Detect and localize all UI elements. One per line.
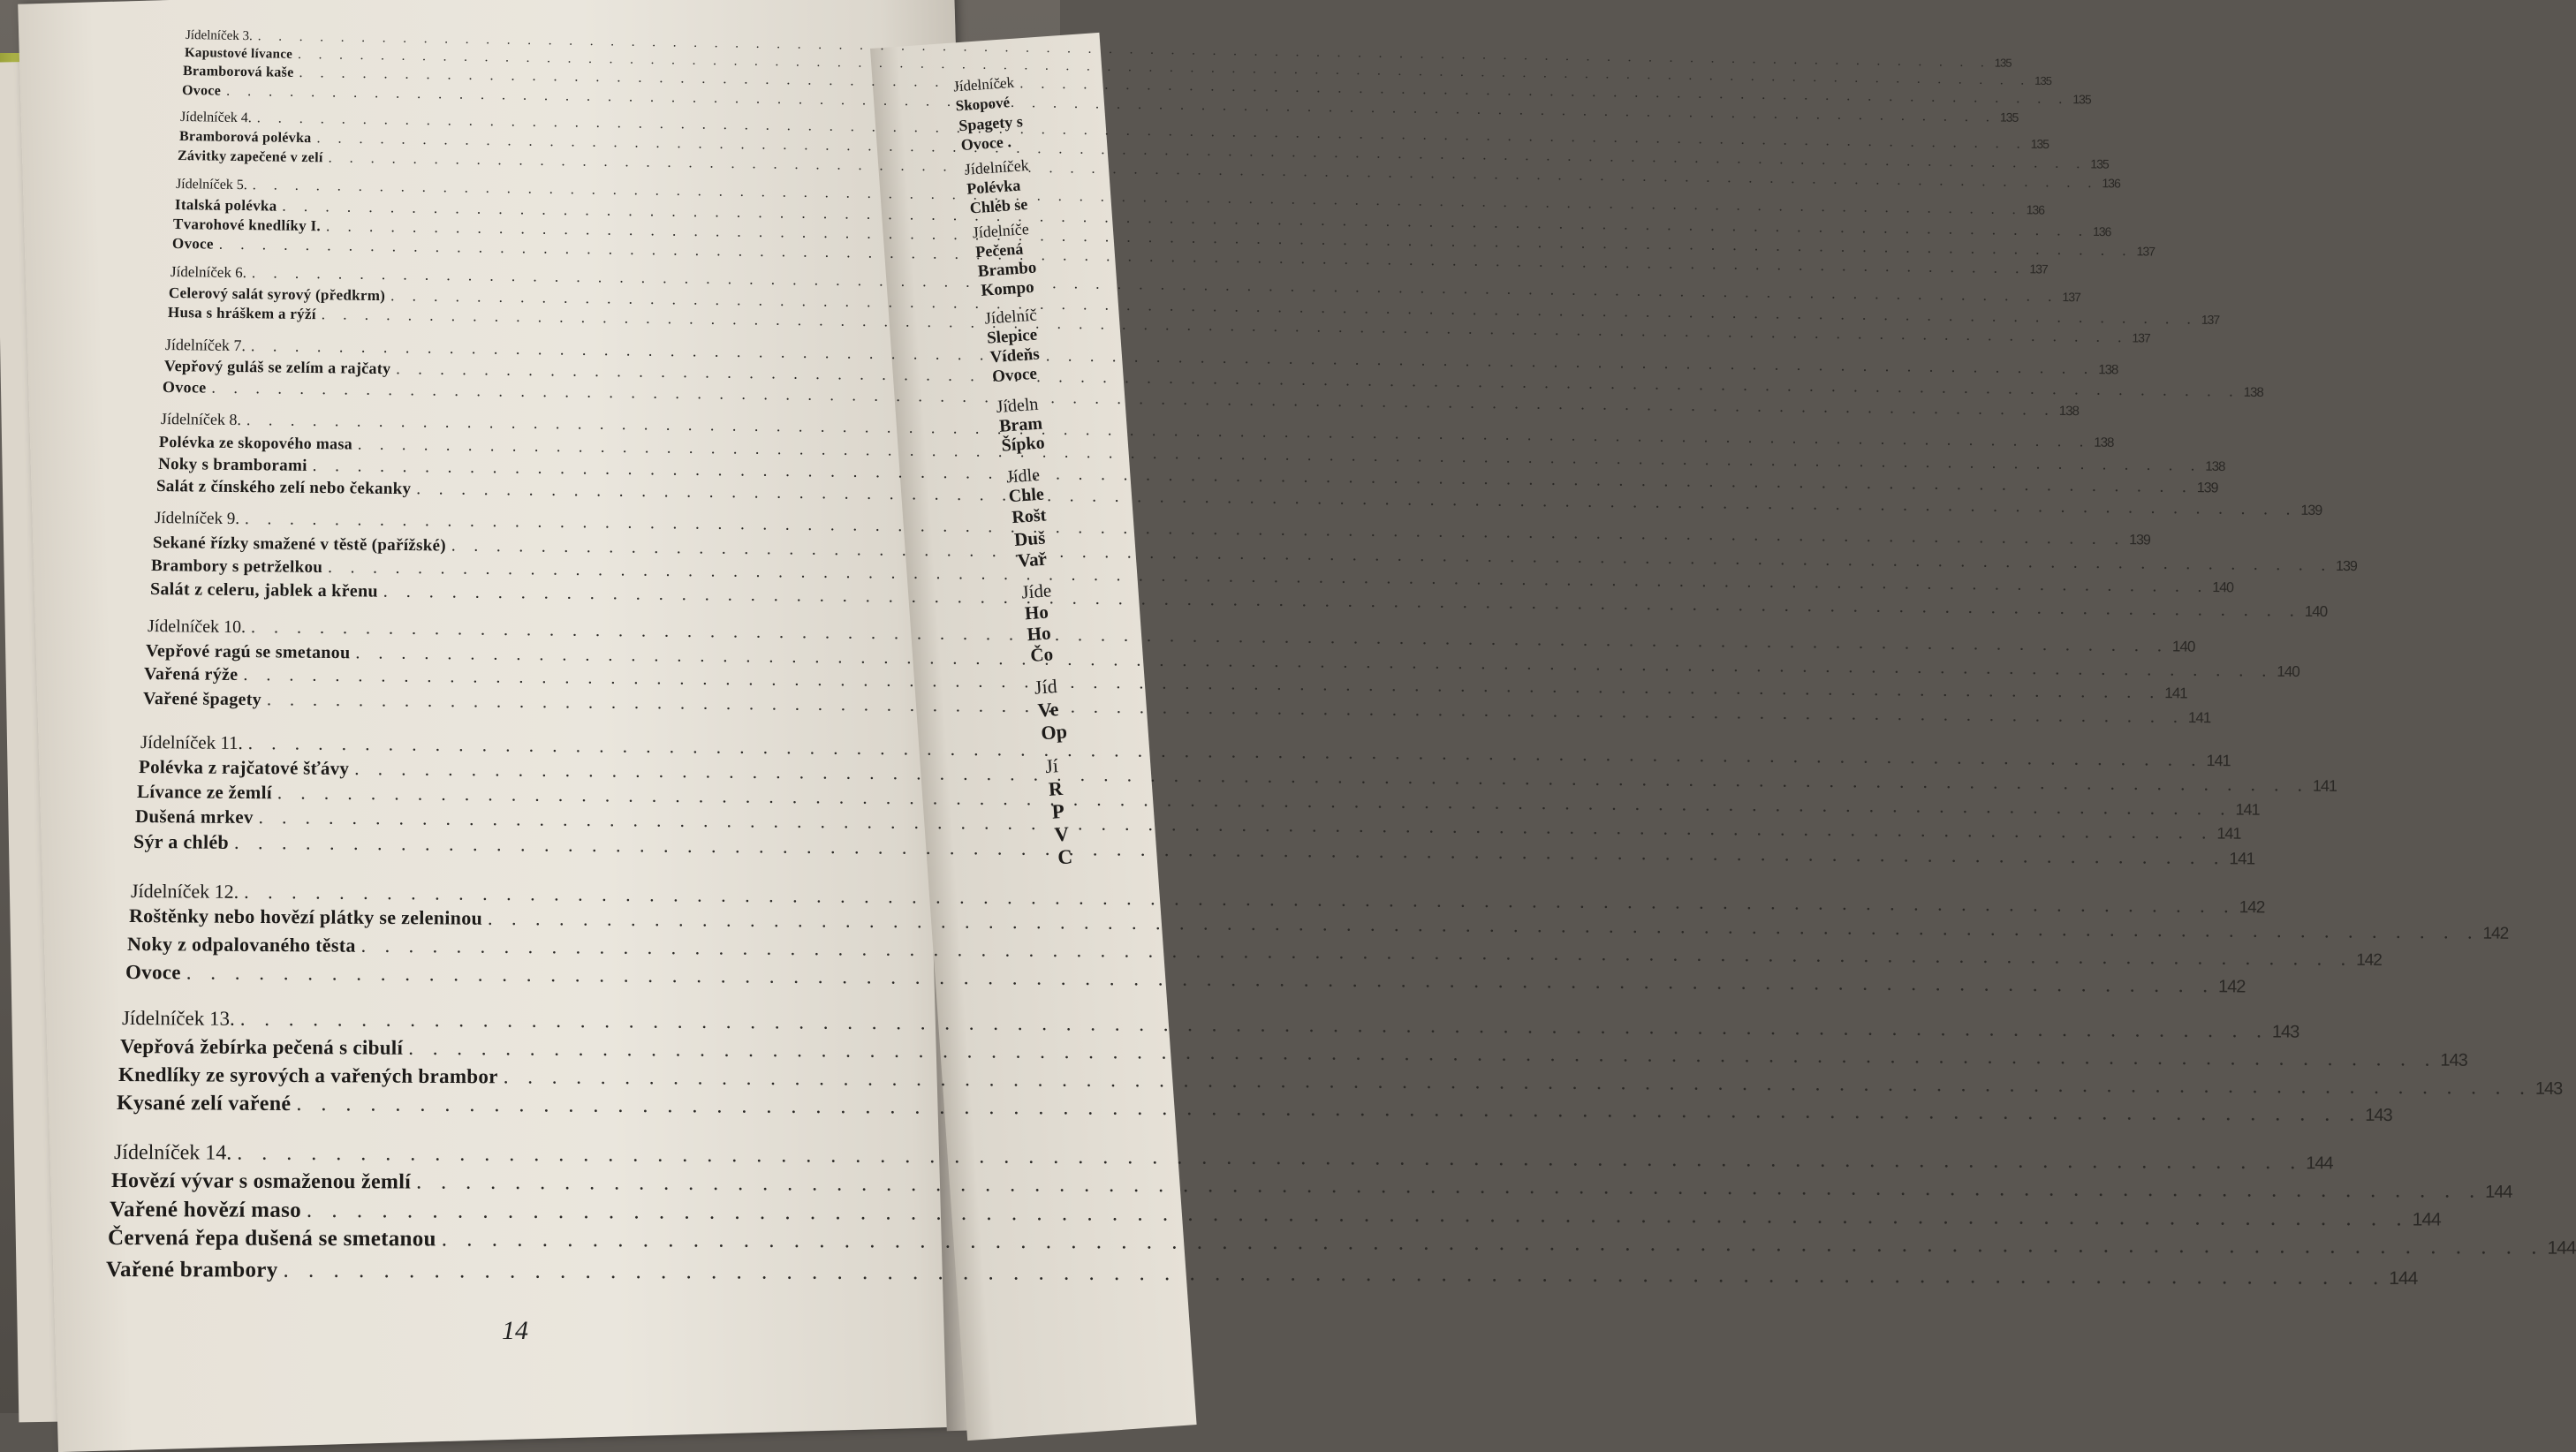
right-page-fragment: Vídeňs	[989, 344, 1041, 367]
right-page-fragment: Brambo	[977, 258, 1037, 282]
entry-title: Vařené hovězí maso	[109, 1198, 302, 1222]
right-page-fragment: Jídelníč	[983, 306, 1038, 329]
entry-title: Vepřové ragú se smetanou	[145, 641, 351, 663]
entry-page-number: 139	[2196, 480, 2218, 496]
entry-title: Vařená rýže	[143, 664, 239, 684]
right-page-fragment: Jídelníček	[964, 155, 1030, 178]
right-page-fragment: P	[1050, 799, 1065, 823]
entry-title: Husa s hráškem a rýží	[167, 304, 316, 323]
entry-page-number: 141	[2312, 776, 2337, 795]
entry-title: Jídelníček 9.	[154, 509, 240, 529]
dish-entry	[107, 1226, 2576, 1259]
entry-page-number: 137	[2201, 312, 2220, 327]
menu-heading	[121, 1007, 2299, 1042]
entry-title: Bramborová kaše	[182, 64, 294, 80]
right-page-fragment: Šípko	[1000, 433, 1046, 456]
entry-title: Jídelníček 13.	[121, 1007, 235, 1030]
dish-entry	[125, 961, 2246, 997]
entry-page-number: 141	[2187, 709, 2211, 727]
page-number: 14	[502, 1316, 528, 1345]
leader-dots	[283, 1259, 2385, 1290]
entry-page-number: 138	[2205, 458, 2225, 474]
entry-title: Jídelníček 14.	[113, 1141, 232, 1165]
entry-page-number: 135	[2090, 156, 2109, 171]
entry-title: Vařené špagety	[142, 689, 262, 710]
entry-page-number: 141	[2229, 850, 2255, 869]
entry-page-number: 143	[2440, 1050, 2467, 1070]
entry-page-number: 135	[1994, 56, 2012, 70]
entry-title: Ovoce	[181, 83, 222, 99]
entry-page-number: 135	[2034, 73, 2052, 88]
dish-entry	[105, 1258, 2418, 1289]
right-page-fragment: Spagety s	[958, 112, 1024, 135]
right-page-fragment: Jíde	[1020, 579, 1052, 603]
entry-title: Noky z odpalovaného těsta	[126, 933, 356, 957]
right-page-fragment: Op	[1040, 720, 1068, 745]
entry-title: Tvarohové knedlíky I.	[172, 216, 322, 235]
entry-title: Salát z celeru, jablek a křenu	[149, 579, 378, 601]
entry-title: Ovoce	[171, 235, 214, 253]
right-page-fragment: Ovoce .	[960, 132, 1012, 155]
right-page-fragment: Ho	[1026, 622, 1052, 646]
dish-entry	[119, 1035, 2467, 1070]
leader-dots	[296, 1093, 2361, 1127]
entry-page-number: 141	[2164, 684, 2187, 702]
entry-page-number: 136	[2026, 202, 2045, 217]
entry-page-number: 137	[2136, 244, 2156, 259]
entry-page-number: 138	[2094, 435, 2114, 450]
dish-entry	[110, 1169, 2512, 1202]
entry-page-number: 138	[2098, 362, 2118, 378]
entry-page-number: 135	[2072, 92, 2091, 107]
entry-title: Jídelníček 11.	[140, 731, 243, 753]
right-page-fragment: Kompo	[980, 277, 1035, 300]
entry-page-number: 144	[2485, 1182, 2512, 1202]
right-page-fragment: Vař	[1017, 548, 1048, 571]
entry-page-number: 143	[2271, 1022, 2299, 1042]
entry-title: Jídelníček 12.	[130, 880, 239, 903]
entry-page-number: 143	[2365, 1105, 2392, 1126]
entry-page-number: 143	[2534, 1078, 2563, 1099]
right-page-fragment: Slepice	[986, 325, 1038, 348]
entry-title: Italská polévka	[174, 196, 277, 215]
entry-title: Knedlíky ze syrových a vařených brambor	[117, 1063, 498, 1088]
entry-page-number: 136	[2092, 223, 2111, 239]
entry-title: Bramborová polévka	[178, 129, 312, 147]
entry-page-number: 144	[2547, 1237, 2576, 1259]
entry-page-number: 141	[2235, 800, 2260, 819]
entry-title: Vařené brambory	[105, 1258, 278, 1282]
entry-page-number: 139	[2300, 503, 2322, 518]
entry-title: Vepřová žebírka pečená s cibulí	[119, 1035, 404, 1059]
entry-page-number: 137	[2132, 330, 2150, 345]
entry-title: Jídelníček 4.	[179, 110, 252, 126]
right-page-fragment: Jídle	[1005, 465, 1041, 488]
entry-page-number: 142	[2482, 924, 2509, 943]
entry-title: Kapustové lívance	[184, 46, 293, 62]
right-page-fragment: Jídelníče	[972, 219, 1030, 242]
leader-dots	[237, 1142, 2302, 1176]
entry-title: Jídelníček 7.	[164, 336, 246, 355]
entry-page-number: 139	[2129, 533, 2150, 548]
entry-page-number: 136	[2102, 176, 2120, 191]
entry-title: Dušená mrkev	[134, 805, 254, 828]
entry-title: Kysané zelí vařené	[116, 1092, 292, 1115]
entry-title: Jídelníček 10.	[147, 616, 246, 638]
entry-title: Hovězí vývar s osmaženou žemlí	[110, 1169, 412, 1194]
entry-title: Polévka z rajčatové šťávy	[138, 756, 350, 779]
right-page-fragment: Bram	[998, 413, 1043, 436]
entry-page-number: 138	[2058, 403, 2079, 420]
dish-entry	[133, 830, 2255, 869]
entry-title: Ovoce	[162, 378, 207, 397]
right-page-fragment: Jíd	[1034, 675, 1058, 699]
dish-entry	[116, 1092, 2392, 1126]
right-page-fragment: Ho	[1024, 601, 1049, 624]
entry-title: Ovoce	[125, 961, 181, 984]
entry-title: Brambory s petrželkou	[150, 556, 323, 577]
entry-title: Jídelníček 3.	[185, 28, 253, 44]
entry-title: Jídelníček 6.	[170, 263, 247, 282]
leader-dots	[442, 1227, 2544, 1259]
entry-title: Vepřový guláš se zelím a rajčaty	[163, 357, 391, 378]
entry-page-number: 140	[2212, 580, 2234, 596]
right-page-fragment: Jídelníček	[952, 73, 1015, 95]
entry-page-number: 139	[2336, 558, 2357, 575]
right-page-fragment: Ovoce	[991, 364, 1038, 387]
entry-page-number: 142	[2217, 977, 2246, 997]
right-page-fragment: Ve	[1036, 697, 1060, 722]
entry-title: Lívance ze žemlí	[136, 781, 273, 804]
entry-page-number: 144	[2389, 1268, 2418, 1289]
entry-title: Noky s bramborami	[157, 455, 307, 475]
entry-page-number: 144	[2412, 1209, 2441, 1230]
right-page-fragment: Polévka	[966, 176, 1021, 198]
dish-entry	[117, 1063, 2563, 1099]
entry-title: Závitky zapečené v zelí	[177, 148, 323, 166]
entry-title: Sýr a chléb	[133, 830, 230, 853]
entry-title: Roštěnky nebo hovězí plátky se zeleninou	[128, 904, 483, 929]
entry-title: Salát z čínského zelí nebo čekanky	[155, 477, 412, 499]
right-page-fragment: Jí	[1044, 754, 1059, 778]
dish-entry	[109, 1198, 2441, 1230]
entry-title: Celerový salát syrový (předkrm)	[168, 284, 386, 305]
right-page-fragment: Jídeln	[995, 394, 1040, 418]
right-page-fragment: R	[1048, 776, 1064, 800]
entry-page-number: 140	[2304, 602, 2328, 620]
right-page-fragment: Rošt	[1011, 505, 1048, 528]
right-page-fragment: Duš	[1013, 526, 1046, 550]
entry-page-number: 144	[2306, 1153, 2333, 1174]
right-page-fragment: Chle	[1008, 484, 1045, 507]
entry-title: Sekané řízky smažené v těstě (pařížské)	[152, 533, 447, 556]
right-page-fragment: V	[1053, 822, 1071, 846]
dish-entry	[126, 933, 2382, 970]
right-page-fragment: Pečená	[974, 239, 1024, 261]
right-page-fragment: Chléb se	[969, 195, 1028, 217]
entry-title: Polévka ze skopového masa	[158, 433, 353, 453]
entry-page-number: 141	[2216, 824, 2241, 843]
entry-page-number: 140	[2171, 638, 2195, 655]
entry-page-number: 141	[2206, 752, 2231, 770]
right-page-fragment: Čo	[1029, 643, 1054, 666]
right-page-fragment: Skopové	[955, 94, 1011, 115]
entry-page-number: 138	[2243, 384, 2263, 401]
entry-page-number: 137	[2029, 261, 2048, 276]
entry-page-number: 142	[2239, 898, 2265, 918]
right-page-fragment: C	[1057, 845, 1073, 869]
entry-title: Jídelníček 5.	[175, 177, 247, 193]
menu-heading	[113, 1141, 2333, 1174]
entry-page-number: 137	[2062, 290, 2080, 305]
dish-entry	[128, 904, 2509, 943]
leader-dots	[307, 1199, 2409, 1232]
entry-page-number: 142	[2356, 950, 2382, 970]
entry-page-number: 135	[1999, 110, 2019, 125]
leader-dots	[416, 1171, 2481, 1204]
entry-page-number: 135	[2030, 136, 2049, 152]
entry-page-number: 140	[2277, 662, 2299, 680]
entry-title: Jídelníček 8.	[160, 410, 242, 429]
entry-title: Červená řepa dušená se smetanou	[107, 1226, 436, 1252]
